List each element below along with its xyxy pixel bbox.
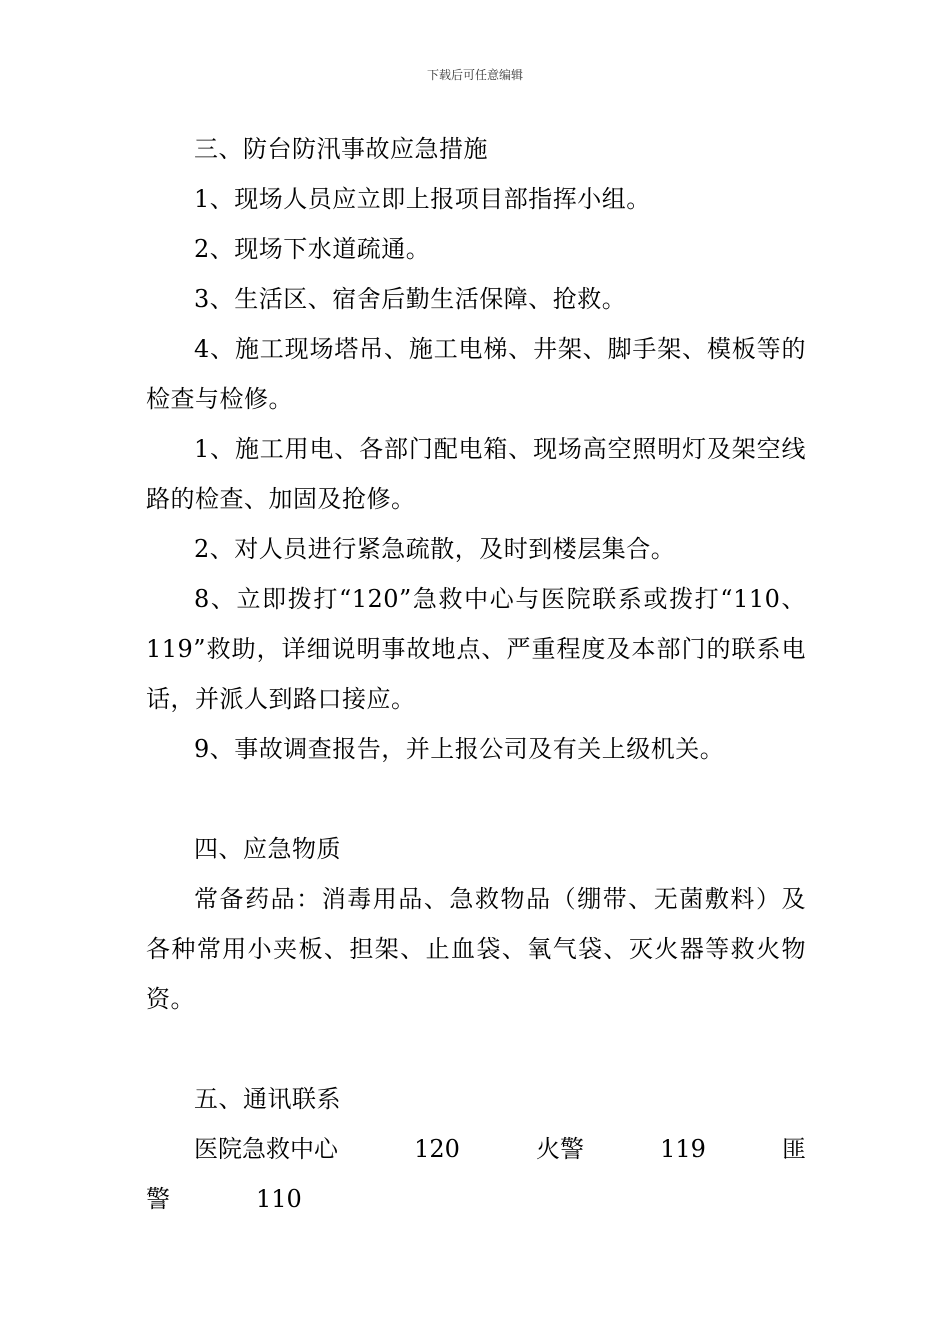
section-4-title: 四、应急物质 <box>194 835 341 863</box>
blank-line <box>146 1024 806 1074</box>
section-3-item-3: 3、生活区、宿舍后勤生活保障、抢救。 <box>194 285 627 313</box>
fire-label: 火警 <box>536 1135 584 1163</box>
section-5-title: 五、通讯联系 <box>194 1085 341 1113</box>
section-3-item-8: 9、事故调查报告，并上报公司及有关上级机关。 <box>194 735 725 763</box>
section-3-item-6: 2、对人员进行紧急疏散，及时到楼层集合。 <box>194 535 676 563</box>
section-4-body: 常备药品：消毒用品、急救物品（绷带、无菌敷料）及各种常用小夹板、担架、止血袋、氧气袋、灭火器等救火物资。 <box>146 885 806 1013</box>
section-3-title: 三、防台防汛事故应急措施 <box>194 135 488 163</box>
contact-row-continued <box>146 1174 806 1224</box>
page-header: 下载后可任意编辑 <box>426 68 523 82</box>
section-3-item-5: 1、施工用电、各部门配电箱、现场高空照明灯及架空线路的检查、加固及抢修。 <box>146 435 806 513</box>
blank-line <box>146 774 806 824</box>
police-label-part1: 匪 <box>782 1135 806 1163</box>
section-3-item-1: 1、现场人员应立即上报项目部指挥小组。 <box>194 185 651 213</box>
section-3-item-2: 2、现场下水道疏通。 <box>194 235 431 263</box>
contact-row <box>146 1124 806 1174</box>
fire-number: 119 <box>660 1135 706 1163</box>
police-label-part2: 警 <box>146 1185 170 1213</box>
hospital-label: 医院急救中心 <box>194 1135 338 1163</box>
police-number: 110 <box>256 1185 302 1213</box>
document-body <box>146 124 806 1224</box>
hospital-number: 120 <box>414 1135 460 1163</box>
section-3-item-4: 4、施工现场塔吊、施工电梯、井架、脚手架、模板等的检查与检修。 <box>146 335 806 413</box>
section-3-item-7: 8、立即拨打“120”急救中心与医院联系或拨打“110、119”救助，详细说明事故地点、严重程度及本部门的联系电话，并派人到路口接应。 <box>146 585 806 713</box>
